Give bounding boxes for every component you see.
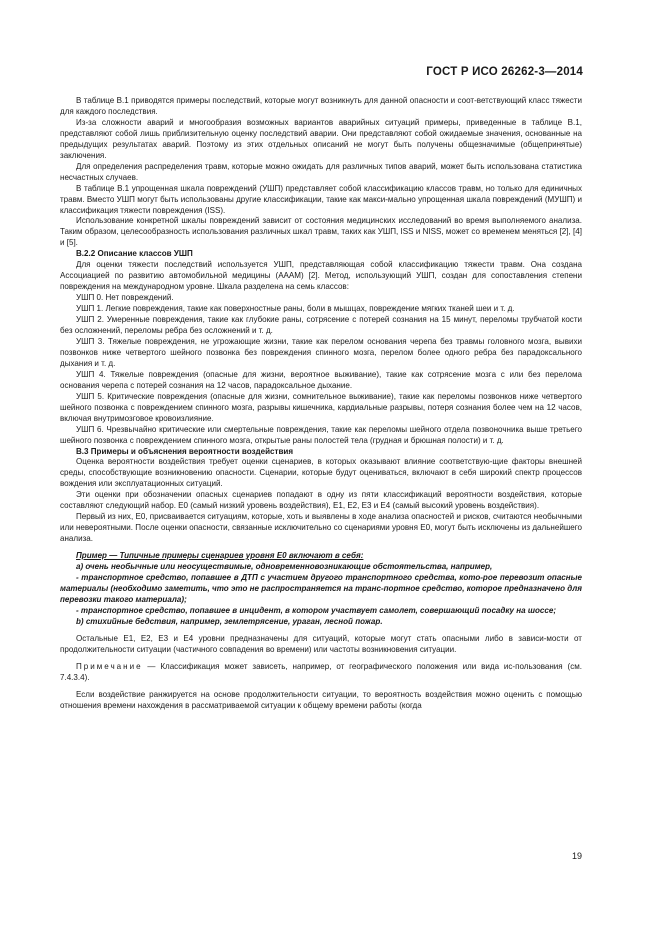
document-header: ГОСТ Р ИСО 26262-3—2014	[426, 66, 583, 78]
ais-class-item: УШП 1. Легкие повреждения, такие как поверхностные раны, боли в мышцах, повреждение мягких тканей шеи и т. д.	[76, 304, 515, 314]
section-heading-b3: В.3 Примеры и объяснения вероятности воздействия	[76, 446, 294, 456]
paragraph: Если воздействие ранжируется на основе продолжительности ситуации, то вероятность воздействия можно оценить с помощью отношения времени нахождения в рассматриваемой ситуации к общему времени работы (когда	[60, 689, 582, 710]
section-heading-b22: В.2.2 Описание классов УШП	[76, 249, 193, 259]
paragraph: Оценка вероятности воздействия требует оценки сценариев, в которых оказывают влияние соответствую-щие факторы внешней среды, способствующие возникновению опасности. Сценарии, которые будут оцениваться, включают в себя широкий спектр процессов вождения или эксплуатационных ситуаций.	[60, 457, 582, 489]
page-number: 19	[572, 851, 583, 861]
example-item: а) очень необычные или неосуществимые, одновременновозникающие обстоятельства, например,	[76, 562, 493, 572]
ais-class-item: УШП 2. Умеренные повреждения, такие как глубокие раны, сотрясение с потерей сознания на 15 минут, переломы трубчатой кости без осложнений, переломы ребра без осложнений и т. д.	[60, 315, 582, 336]
example-subitem: - транспортное средство, попавшее в инцидент, в котором участвует самолет, совершающий посадку на шоссе;	[76, 605, 557, 615]
paragraph: Остальные Е1, Е2, Е3 и Е4 уровни предназначены для ситуаций, которые могут стать опасными либо в зависи-мости от продолжительности ситуации (частичного совпадения во времени) или частоты возникновения ситуации.	[60, 633, 582, 654]
paragraph: Первый из них, Е0, присваивается ситуациям, которые, хоть и выявлены в ходе анализа опасностей и рисков, считаются необычными или невероятными. После оценки опасности, связанные исключительно со сценариями уровня Е0, могут быть исключены из дальнейшего анализа.	[60, 512, 582, 544]
example-subitem: - транспортное средство, попавшее в ДТП с участием другого транспортного средства, кото-рое перевозит опасные материалы (необходимо заметить, что это не распространяется на транс-портное средство, которое предназначено для перевозки такого материала);	[60, 572, 582, 604]
note	[60, 662, 582, 684]
paragraph: Для определения распределения травм, которые можно ожидать для различных типов аварий, может быть использована статистика несчастных случаев.	[60, 161, 582, 182]
ais-class-item: УШП 3. Тяжелые повреждения, не угрожающие жизни, такие как перелом основания черепа без травмы головного мозга, вывихи позвонков ниже четвертого шейного позвонка без повреждения спинного мозга, перелом более одного ребра без парадоксального дыхания и т. д.	[60, 336, 582, 368]
paragraph: Для оценки тяжести последствий используется УШП, представляющая собой классификацию тяжести травм. Она создана Ассоциацией по развитию автомобильной медицины (AAAM) [2]. Метод, использующий УШП, создан для сопоставления степени повреждения на международном уровне. Шкала разделена на семь классов:	[60, 260, 582, 292]
example-item: b) стихийные бедствия, например, землетрясение, ураган, лесной пожар.	[76, 616, 383, 626]
example-heading: Пример — Типичные примеры сценариев уровня Е0 включают в себя:	[76, 551, 364, 561]
ais-class-item: УШП 5. Критические повреждения (опасные для жизни, сомнительное выживание), такие как переломы позвонков ниже четвертого шейного позвонка с повреждением спинного мозга, разрывы кишечника, кардиальные разрывы, потеря сознания более чем на 12 часов, включая внутримозговое кровоизлияние.	[60, 391, 582, 423]
page-body	[60, 96, 582, 711]
paragraph: Использование конкретной шкалы повреждений зависит от состояния медицинских исследований во время выполняемого анализа. Таким образом, целесообразность использования различных шкал травм, таких как УШП, ISS и NISS, может со временем меняться [2], [4] и [5].	[60, 216, 582, 248]
note-label: Примечание	[76, 661, 143, 671]
note-text: — Классификация может зависеть, например, от географического положения или вида ис-пользования (см. 7.4.3.4).	[60, 661, 582, 682]
paragraph: В таблице В.1 упрощенная шкала повреждений (УШП) представляет собой классификацию классов травм, но только для единичных травм. Вместо УШП могут быть использованы другие классификации, такие как макси-мально упрощенная шкала повреждений (МУШП) и классификация тяжести повреждения (ISS).	[60, 183, 582, 215]
paragraph: Эти оценки при обозначении опасных сценариев попадают в одну из пяти классификаций вероятности воздействия, которые составляют следующий набор. Е0 (самый низкий уровень воздействия), Е1, Е2, Е3 и Е4 (самый высокий уровень воздействия).	[60, 490, 582, 511]
ais-class-item: УШП 0. Нет повреждений.	[76, 293, 174, 303]
ais-class-item: УШП 6. Чрезвычайно критические или смертельные повреждения, такие как переломы шейного отдела позвоночника выше третьего шейного позвонка с повреждением спинного мозга, открытые раны полостей тела (грудная и брюшная полости) и т. д.	[60, 424, 582, 445]
ais-class-item: УШП 4. Тяжелые повреждения (опасные для жизни, вероятное выживание), такие как сотрясение мозга с или без перелома основания черепа с потерей сознания на 12 часов, парадоксальное дыхание.	[60, 369, 582, 390]
paragraph: Из-за сложности аварий и многообразия возможных вариантов аварийных ситуаций примеры, приведенные в таблице В.1, представляют собой лишь приблизительную оценку последствий аварии. Они представляют собой ожидаемые значения, основанные на предыдущих результатах аварий. Поэтому из этих отдельных описаний не могут быть получены общезначимые (общепринятые) заключения.	[60, 117, 582, 160]
paragraph: В таблице В.1 приводятся примеры последствий, которые могут возникнуть для данной опасности и соот-ветствующий класс тяжести для каждого последствия.	[60, 96, 582, 116]
